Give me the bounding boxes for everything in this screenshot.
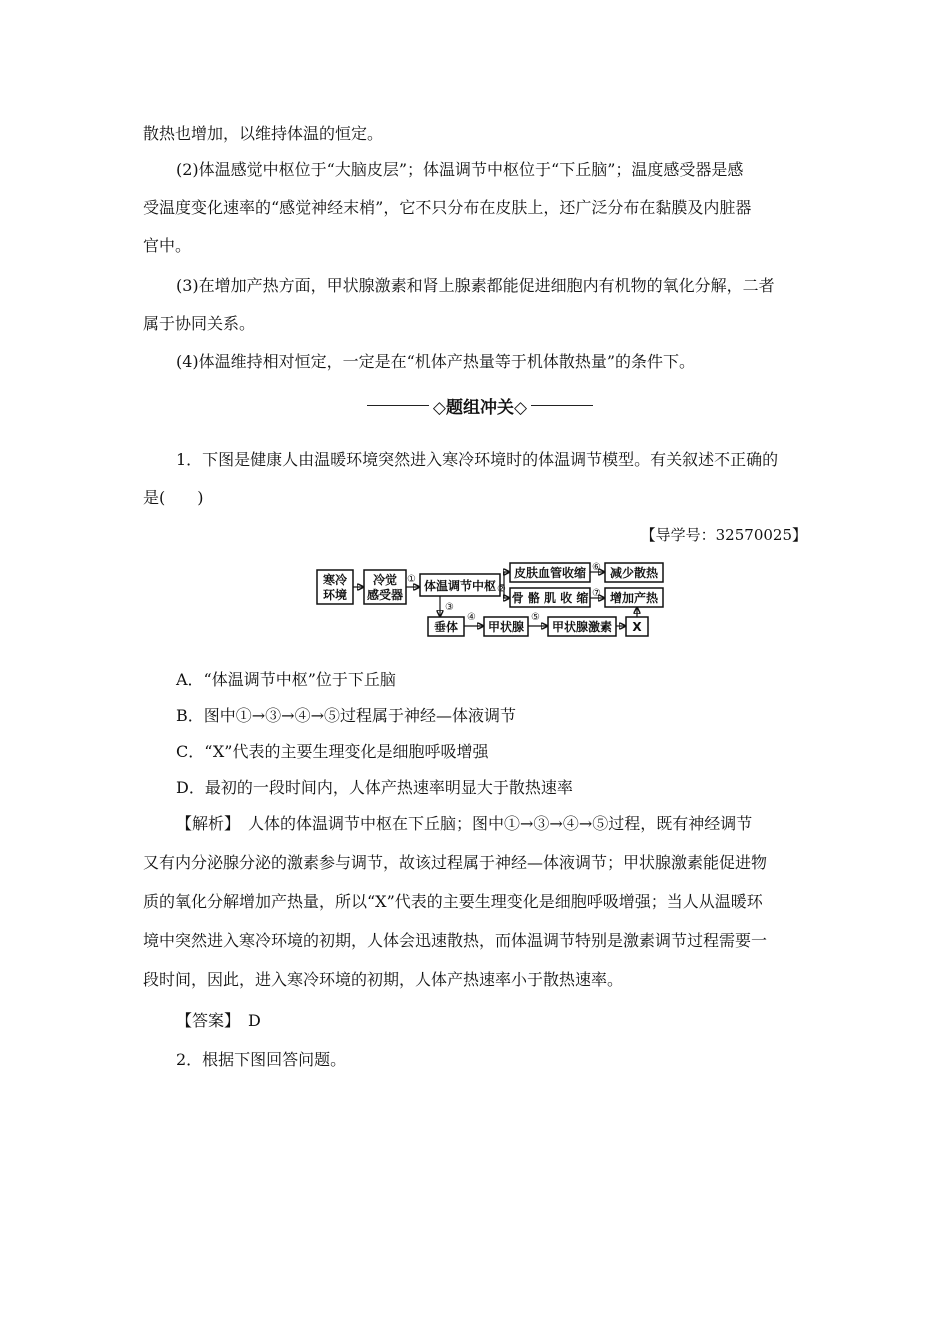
thermoregulation-diagram	[316, 562, 666, 638]
pituitary-label: 垂体	[433, 620, 459, 634]
receptor-label: 感受器	[366, 588, 404, 602]
paragraph-line: (2)体温感觉中枢位于“大脑皮层”；体温调节中枢位于“下丘脑”；温度感受器是感	[176, 160, 744, 179]
step-number: ③	[445, 602, 454, 613]
divider	[367, 405, 429, 406]
receptor-label: 冷觉	[372, 573, 398, 587]
analysis-line: 段时间，因此，进入寒冷环境的初期，人体产热速率小于散热速率。	[143, 970, 624, 989]
paragraph-line: 受温度变化速率的“感觉神经末梢”，它不只分布在皮肤上，还广泛分布在黏膜及内脏器	[143, 198, 752, 217]
section-title: ◇题组冲关◇	[432, 397, 528, 418]
skin-label: 皮肤血管收缩	[513, 566, 587, 580]
x-label: X	[632, 620, 642, 634]
step-number: ④	[467, 612, 476, 623]
option-b: B．图中①→③→④→⑤过程属于神经—体液调节	[176, 706, 516, 725]
cold-env-label: 寒冷	[322, 573, 348, 587]
cold-env-label: 环境	[322, 588, 348, 602]
option-a: A．“体温调节中枢”位于下丘脑	[176, 670, 396, 689]
paragraph-line: 散热也增加，以维持体温的恒定。	[143, 124, 384, 143]
paragraph-line: 官中。	[143, 236, 192, 255]
center-label: 体温调节中枢	[423, 579, 497, 593]
answer-line: 【答案】 D	[176, 1011, 261, 1030]
increase-label: 增加产热	[609, 591, 659, 605]
step-number: ①	[407, 574, 416, 585]
muscle-label: 骨 骼 肌 收 缩	[511, 591, 589, 605]
thyroid-label: 甲状腺	[487, 620, 525, 634]
step-number: ⑦	[592, 588, 601, 599]
guide-number: 【导学号：32570025】	[640, 526, 807, 544]
step-number: ②	[497, 584, 506, 595]
analysis-line: 又有内分泌腺分泌的激素参与调节，故该过程属于神经—体液调节；甲状腺激素能促进物	[143, 853, 768, 872]
option-d: D．最初的一段时间内，人体产热速率明显大于散热速率	[176, 778, 573, 797]
divider	[531, 405, 593, 406]
step-number: ⑤	[531, 612, 540, 623]
question-stem: 是( )	[143, 488, 204, 507]
question-stem: 1．下图是健康人由温暖环境突然进入寒冷环境时的体温调节模型。有关叙述不正确的	[176, 450, 779, 469]
analysis-line: 境中突然进入寒冷环境的初期，人体会迅速散热，而体温调节特别是激素调节过程需要一	[143, 931, 768, 950]
question-stem: 2．根据下图回答问题。	[176, 1050, 347, 1069]
hormone-label: 甲状腺激素	[551, 620, 613, 634]
analysis-line: 质的氧化分解增加产热量，所以“X”代表的主要生理变化是细胞呼吸增强；当人从温暖环	[143, 892, 763, 911]
option-c: C．“X”代表的主要生理变化是细胞呼吸增强	[176, 742, 489, 761]
reduce-label: 减少散热	[609, 566, 659, 580]
paragraph-line: (4)体温维持相对恒定，一定是在“机体产热量等于机体散热量”的条件下。	[176, 352, 696, 371]
paragraph-line: 属于协同关系。	[143, 314, 256, 333]
section-header	[330, 393, 630, 417]
step-number: ⑥	[592, 562, 601, 573]
paragraph-line: (3)在增加产热方面，甲状腺激素和肾上腺素都能促进细胞内有机物的氧化分解，二者	[176, 276, 775, 295]
analysis-line: 【解析】 人体的体温调节中枢在下丘脑；图中①→③→④→⑤过程，既有神经调节	[176, 814, 753, 833]
